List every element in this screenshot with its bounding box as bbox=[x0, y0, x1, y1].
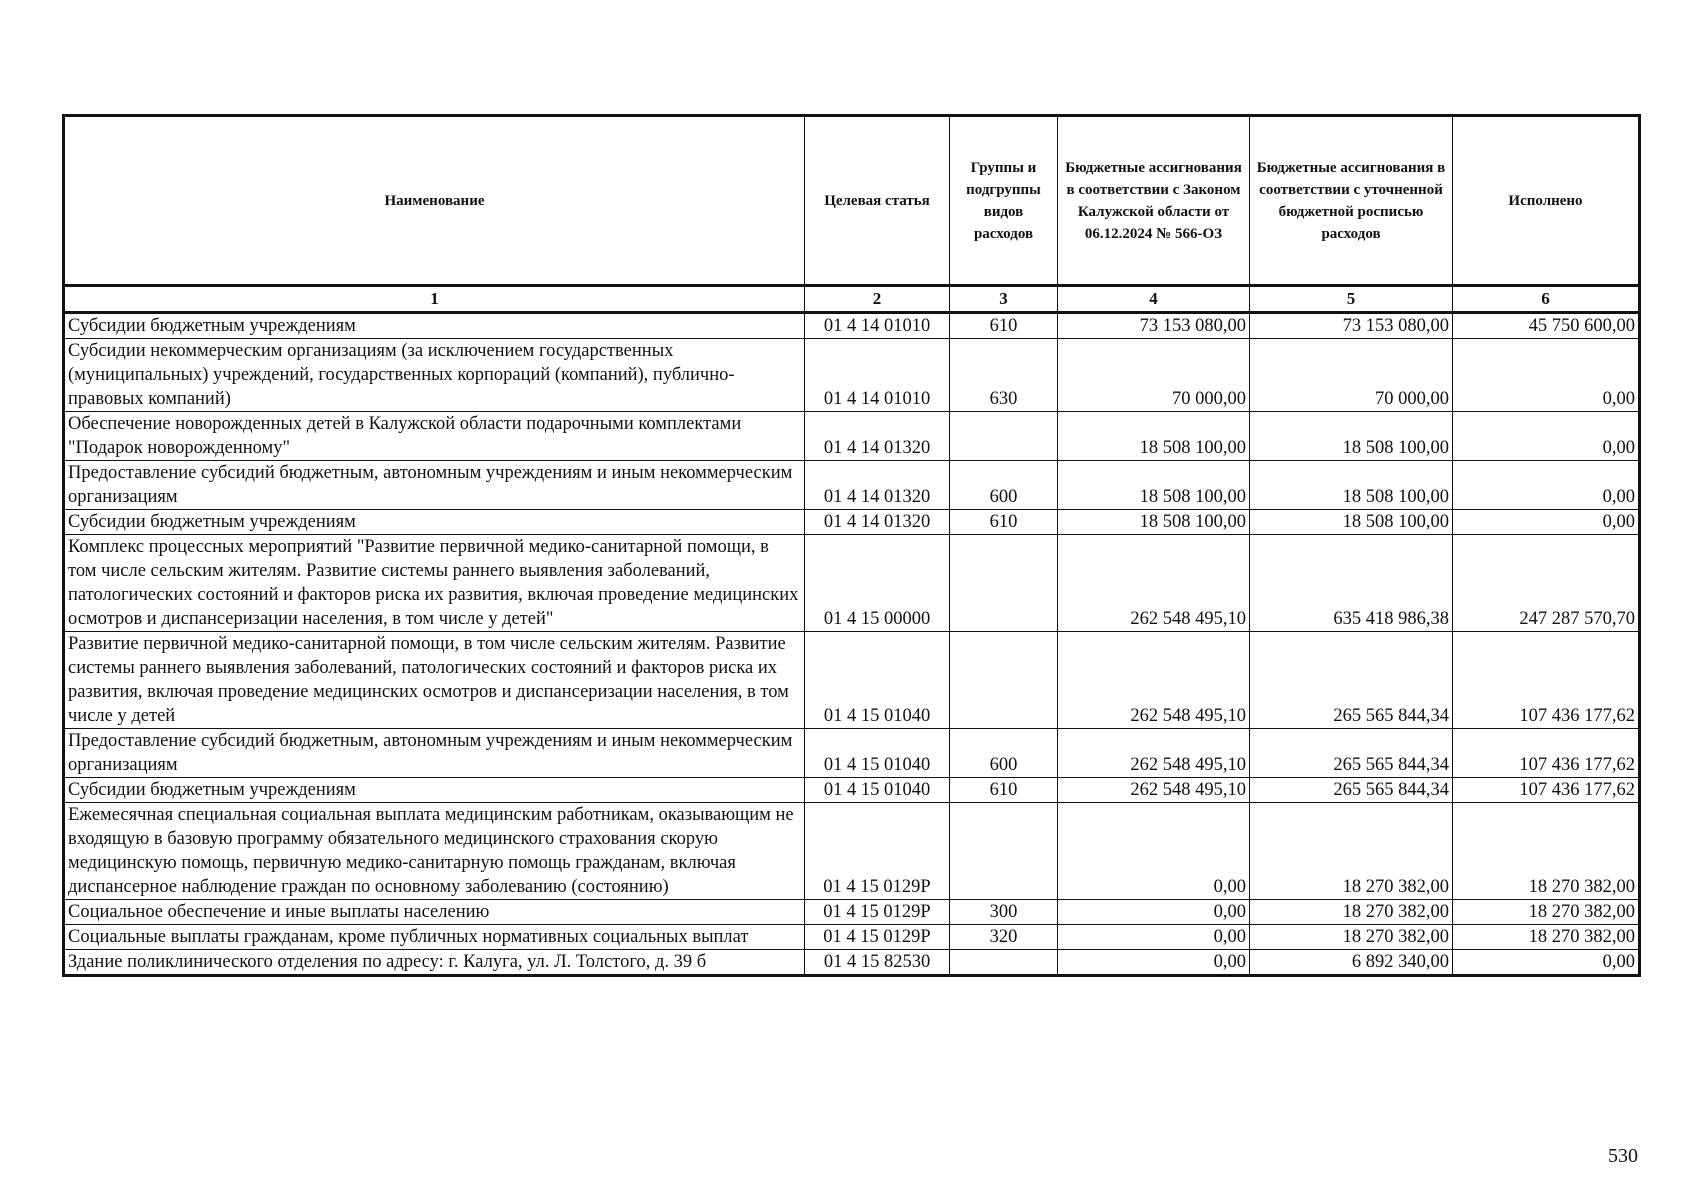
cell-name: Развитие первичной медико-санитарной помощи, в том числе сельским жителям. Развитие системы раннего выявления заболеваний, патологических состояний и факторов риска их развития, включая проведение медицинских осмотров и диспансеризации населения, в том числе у детей bbox=[64, 632, 805, 729]
header-name: Наименование bbox=[64, 116, 805, 286]
column-number: 1 bbox=[64, 286, 805, 313]
table-row bbox=[64, 412, 1640, 461]
cell-law-allocation: 73 153 080,00 bbox=[1058, 313, 1250, 339]
cell-name: Субсидии бюджетным учреждениям bbox=[64, 313, 805, 339]
cell-law-allocation: 18 508 100,00 bbox=[1058, 461, 1250, 510]
cell-name: Комплекс процессных мероприятий "Развитие первичной медико-санитарной помощи, в том числе сельским жителям. Развитие системы раннего выявления заболеваний, патологических состояний и факторов риска их развития, включая проведение медицинских осмотров и диспансеризации населения, в том числе у детей" bbox=[64, 535, 805, 632]
cell-target-article: 01 4 15 00000 bbox=[805, 535, 950, 632]
header-row bbox=[64, 116, 1640, 286]
cell-expense-group: 600 bbox=[950, 729, 1058, 778]
cell-expense-group bbox=[950, 803, 1058, 900]
cell-name: Субсидии бюджетным учреждениям bbox=[64, 510, 805, 535]
cell-target-article: 01 4 14 01010 bbox=[805, 313, 950, 339]
cell-target-article: 01 4 14 01320 bbox=[805, 510, 950, 535]
column-number: 5 bbox=[1250, 286, 1453, 313]
cell-revised-allocation: 18 508 100,00 bbox=[1250, 510, 1453, 535]
table-row bbox=[64, 778, 1640, 803]
cell-executed: 45 750 600,00 bbox=[1453, 313, 1640, 339]
cell-revised-allocation: 18 508 100,00 bbox=[1250, 461, 1453, 510]
cell-law-allocation: 262 548 495,10 bbox=[1058, 632, 1250, 729]
cell-target-article: 01 4 15 82530 bbox=[805, 950, 950, 976]
cell-executed: 107 436 177,62 bbox=[1453, 778, 1640, 803]
cell-expense-group: 610 bbox=[950, 778, 1058, 803]
table-row bbox=[64, 339, 1640, 412]
cell-revised-allocation: 18 270 382,00 bbox=[1250, 900, 1453, 925]
cell-expense-group bbox=[950, 412, 1058, 461]
cell-revised-allocation: 265 565 844,34 bbox=[1250, 632, 1453, 729]
cell-expense-group bbox=[950, 632, 1058, 729]
cell-target-article: 01 4 15 0129Р bbox=[805, 925, 950, 950]
cell-expense-group: 600 bbox=[950, 461, 1058, 510]
cell-name: Ежемесячная специальная социальная выплата медицинским работникам, оказывающим не входящую в базовую программу обязательного медицинского страхования скорую медицинскую помощь, первичную медико-санитарную помощь гражданам, включая диспансерное наблюдение граждан по основному заболеванию (состоянию) bbox=[64, 803, 805, 900]
cell-revised-allocation: 6 892 340,00 bbox=[1250, 950, 1453, 976]
cell-revised-allocation: 635 418 986,38 bbox=[1250, 535, 1453, 632]
cell-law-allocation: 0,00 bbox=[1058, 925, 1250, 950]
cell-law-allocation: 262 548 495,10 bbox=[1058, 535, 1250, 632]
cell-revised-allocation: 70 000,00 bbox=[1250, 339, 1453, 412]
cell-law-allocation: 0,00 bbox=[1058, 900, 1250, 925]
cell-name: Социальные выплаты гражданам, кроме публичных нормативных социальных выплат bbox=[64, 925, 805, 950]
table-row bbox=[64, 461, 1640, 510]
table-row bbox=[64, 632, 1640, 729]
cell-law-allocation: 262 548 495,10 bbox=[1058, 729, 1250, 778]
cell-name: Предоставление субсидий бюджетным, автономным учреждениям и иным некоммерческим организациям bbox=[64, 729, 805, 778]
cell-executed: 0,00 bbox=[1453, 412, 1640, 461]
cell-law-allocation: 70 000,00 bbox=[1058, 339, 1250, 412]
cell-revised-allocation: 18 270 382,00 bbox=[1250, 925, 1453, 950]
cell-expense-group: 320 bbox=[950, 925, 1058, 950]
table-row bbox=[64, 803, 1640, 900]
budget-table bbox=[62, 114, 1641, 977]
cell-executed: 107 436 177,62 bbox=[1453, 729, 1640, 778]
cell-law-allocation: 0,00 bbox=[1058, 950, 1250, 976]
table-body bbox=[64, 313, 1640, 976]
cell-name: Здание поликлинического отделения по адресу: г. Калуга, ул. Л. Толстого, д. 39 б bbox=[64, 950, 805, 976]
cell-target-article: 01 4 15 0129Р bbox=[805, 900, 950, 925]
column-number-row bbox=[64, 286, 1640, 313]
table-row bbox=[64, 950, 1640, 976]
cell-expense-group: 610 bbox=[950, 510, 1058, 535]
cell-revised-allocation: 18 508 100,00 bbox=[1250, 412, 1453, 461]
cell-target-article: 01 4 15 01040 bbox=[805, 729, 950, 778]
cell-expense-group: 300 bbox=[950, 900, 1058, 925]
cell-law-allocation: 18 508 100,00 bbox=[1058, 510, 1250, 535]
cell-executed: 247 287 570,70 bbox=[1453, 535, 1640, 632]
cell-expense-group bbox=[950, 535, 1058, 632]
table-row bbox=[64, 535, 1640, 632]
cell-law-allocation: 0,00 bbox=[1058, 803, 1250, 900]
header-target-article: Целевая статья bbox=[805, 116, 950, 286]
cell-target-article: 01 4 14 01010 bbox=[805, 339, 950, 412]
cell-executed: 18 270 382,00 bbox=[1453, 900, 1640, 925]
header-expense-groups: Группы и подгруппы видов расходов bbox=[950, 116, 1058, 286]
column-number: 3 bbox=[950, 286, 1058, 313]
cell-executed: 0,00 bbox=[1453, 950, 1640, 976]
cell-revised-allocation: 265 565 844,34 bbox=[1250, 778, 1453, 803]
cell-name: Социальное обеспечение и иные выплаты населению bbox=[64, 900, 805, 925]
cell-name: Обеспечение новорожденных детей в Калужской области подарочными комплектами "Подарок новорожденному" bbox=[64, 412, 805, 461]
cell-expense-group bbox=[950, 950, 1058, 976]
header-executed: Исполнено bbox=[1453, 116, 1640, 286]
cell-executed: 0,00 bbox=[1453, 510, 1640, 535]
cell-executed: 107 436 177,62 bbox=[1453, 632, 1640, 729]
cell-target-article: 01 4 14 01320 bbox=[805, 461, 950, 510]
table-row bbox=[64, 925, 1640, 950]
cell-revised-allocation: 265 565 844,34 bbox=[1250, 729, 1453, 778]
cell-revised-allocation: 73 153 080,00 bbox=[1250, 313, 1453, 339]
cell-executed: 0,00 bbox=[1453, 339, 1640, 412]
cell-name: Субсидии бюджетным учреждениям bbox=[64, 778, 805, 803]
cell-expense-group: 610 bbox=[950, 313, 1058, 339]
column-number: 4 bbox=[1058, 286, 1250, 313]
column-number: 6 bbox=[1453, 286, 1640, 313]
cell-target-article: 01 4 15 01040 bbox=[805, 632, 950, 729]
cell-executed: 0,00 bbox=[1453, 461, 1640, 510]
header-law-allocations: Бюджетные ассигнования в соответствии с Законом Калужской области от 06.12.2024 № 566-ОЗ bbox=[1058, 116, 1250, 286]
cell-name: Субсидии некоммерческим организациям (за исключением государственных (муниципальных) учреждений, государственных корпораций (компаний), публично-правовых компаний) bbox=[64, 339, 805, 412]
column-number: 2 bbox=[805, 286, 950, 313]
cell-target-article: 01 4 15 0129Р bbox=[805, 803, 950, 900]
cell-law-allocation: 18 508 100,00 bbox=[1058, 412, 1250, 461]
cell-name: Предоставление субсидий бюджетным, автономным учреждениям и иным некоммерческим организациям bbox=[64, 461, 805, 510]
cell-law-allocation: 262 548 495,10 bbox=[1058, 778, 1250, 803]
cell-executed: 18 270 382,00 bbox=[1453, 803, 1640, 900]
cell-executed: 18 270 382,00 bbox=[1453, 925, 1640, 950]
cell-target-article: 01 4 15 01040 bbox=[805, 778, 950, 803]
cell-target-article: 01 4 14 01320 bbox=[805, 412, 950, 461]
header-revised-allocations: Бюджетные ассигнования в соответствии с уточненной бюджетной росписью расходов bbox=[1250, 116, 1453, 286]
table-row bbox=[64, 900, 1640, 925]
table-row bbox=[64, 729, 1640, 778]
cell-revised-allocation: 18 270 382,00 bbox=[1250, 803, 1453, 900]
table-row bbox=[64, 313, 1640, 339]
table-row bbox=[64, 510, 1640, 535]
page-number: 530 bbox=[1608, 1145, 1638, 1167]
cell-expense-group: 630 bbox=[950, 339, 1058, 412]
